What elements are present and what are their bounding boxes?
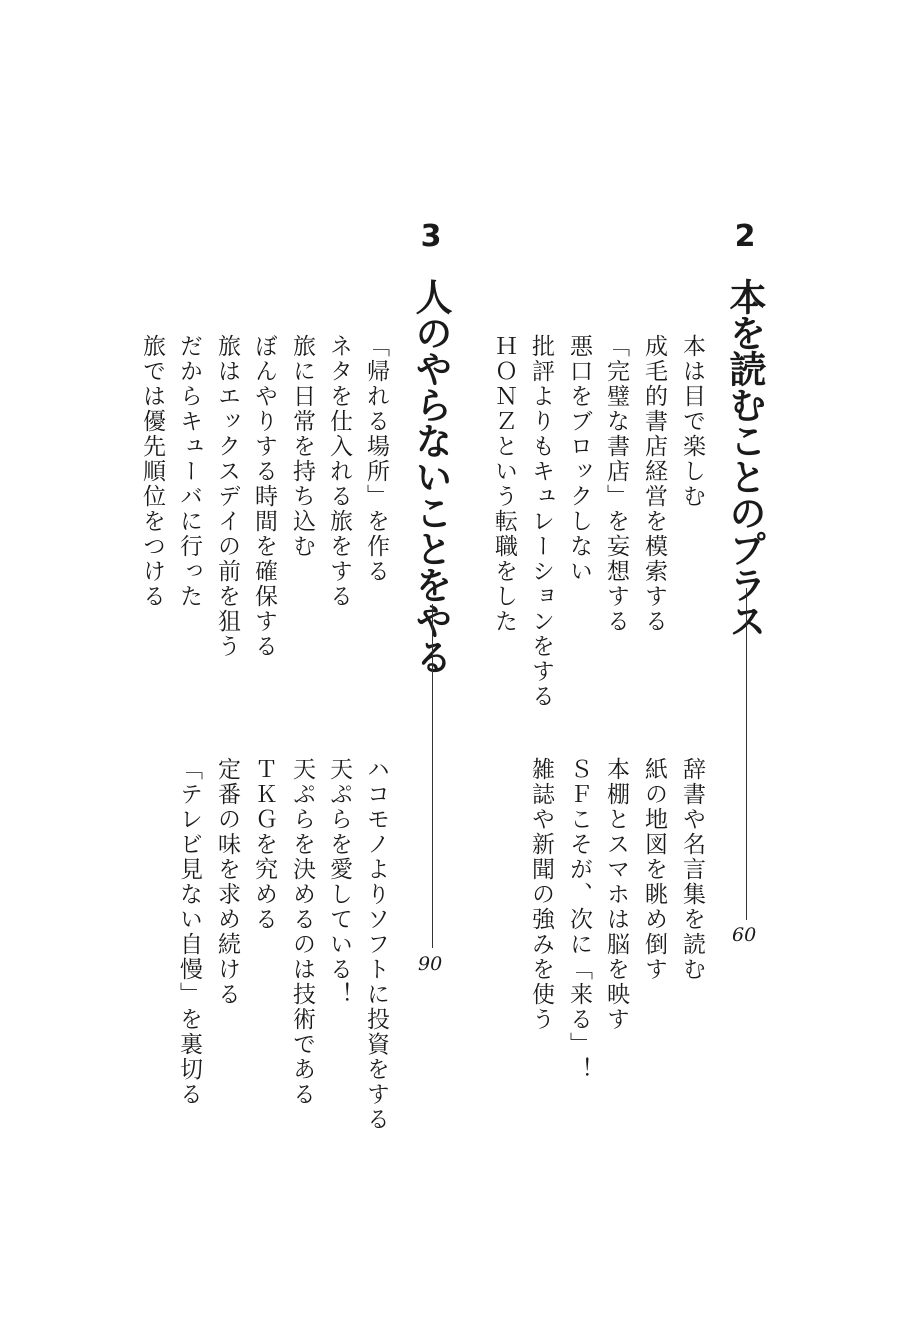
chapter-2-item: 「完璧な書店」を妄想する (603, 334, 629, 634)
chapter-3-page-number: 90 (418, 953, 443, 975)
chapter-2-item: 悪口をブロックしない (566, 334, 592, 584)
chapter-2-rule (746, 588, 747, 920)
chapter-2-number: 2 (734, 219, 756, 254)
chapter-3-number: 3 (420, 219, 442, 254)
chapter-3-title: 人のやらないことをやる (409, 278, 452, 674)
chapter-2-title: 本を読むことのプラス (723, 278, 766, 638)
chapter-3-item: 天ぷらを愛している！ (326, 757, 352, 1007)
chapter-2-item: 本は目で楽しむ (679, 334, 705, 509)
chapter-3-rule (432, 604, 433, 948)
chapter-3-item: ぼんやりする時間を確保する (251, 334, 277, 659)
chapter-2-item: 雑誌や新聞の強みを使う (528, 757, 554, 1032)
chapter-2-item: 紙の地図を眺め倒す (641, 757, 667, 982)
chapter-3-item: ＴＫＧを究める (251, 757, 277, 932)
chapter-2-item: ＨＯＮＺという転職をした (491, 334, 517, 634)
chapter-3-item: 天ぷらを決めるのは技術である (289, 757, 315, 1107)
chapter-2-page-number: 60 (732, 924, 757, 946)
chapter-3-item: 「テレビ見ない自慢」を裏切る (176, 757, 202, 1107)
chapter-3-item: 旅はエックスデイの前を狙う (214, 334, 240, 659)
chapter-2-item: 本棚とスマホは脳を映す (603, 757, 629, 1032)
chapter-3-item: 旅に日常を持ち込む (289, 334, 315, 559)
chapter-3-item: 旅では優先順位をつける (139, 334, 165, 609)
chapter-2-item: 批評よりもキュレーションをする (528, 334, 554, 709)
chapter-2-item: ＳＦこそが、次に「来る」！ (566, 757, 592, 1082)
chapter-2-item: 成毛的書店経営を模索する (641, 334, 667, 634)
chapter-3-item: ハコモノよりソフトに投資をする (363, 757, 389, 1132)
chapter-3-item: ネタを仕入れる旅をする (326, 334, 352, 609)
chapter-3-item: 「帰れる場所」を作る (363, 334, 389, 584)
chapter-2-item: 辞書や名言集を読む (679, 757, 705, 982)
chapter-3-item: だからキューバに行った (176, 334, 202, 609)
chapter-3-item: 定番の味を求め続ける (214, 757, 240, 1007)
